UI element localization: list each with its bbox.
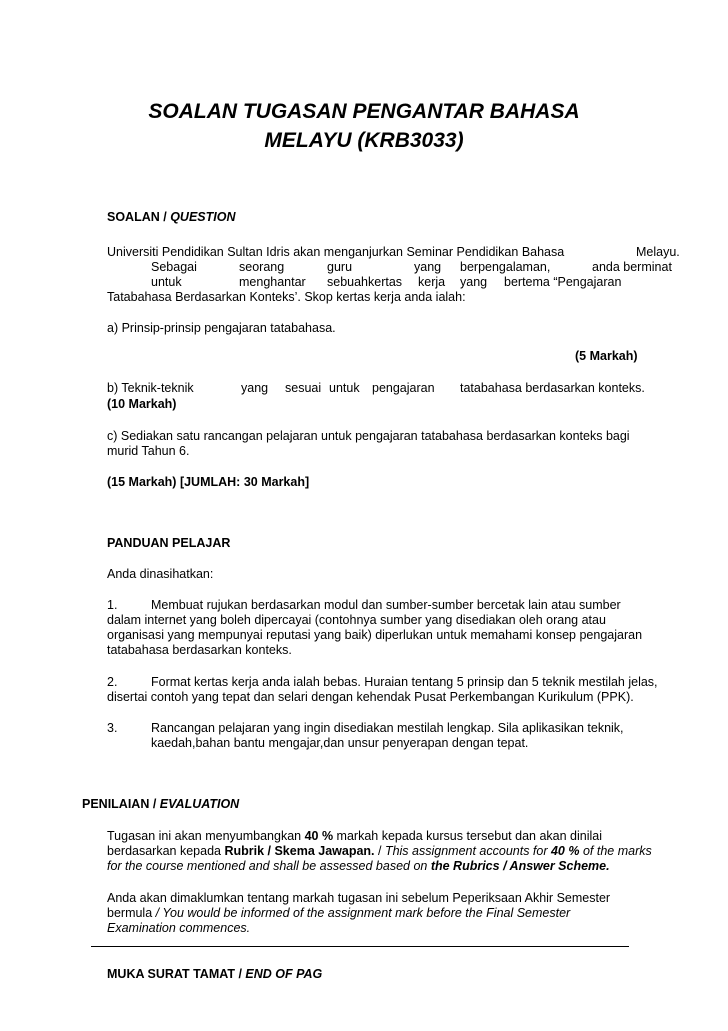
intro-line-1: Universiti Pendidikan Sultan Idris akan menganjurkan Seminar Pendidikan Bahasa [107,245,565,259]
guide-heading: PANDUAN PELAJAR [107,536,231,550]
intro-line-3-word: kerja [418,275,446,289]
intro-line-4: Tatabahasa Berdasarkan Konteks’. Skop kertas kerja anda ialah: [107,290,466,304]
rubric-text: the Rubrics / Answer Scheme. [430,859,610,873]
evaluation-p1-line-3 [107,856,610,876]
guide-advice: Anda dinasihatkan: [107,567,214,581]
question-heading-bold: SOALAN / [107,210,171,224]
evaluation-heading-italic: EVALUATION [159,797,240,811]
title-line-2: MELAYU (KRB3033) [264,129,464,152]
guide-item-3-line-2: kaedah,bahan bantu mengajar,dan unsur penyerapan dengan tepat. [151,736,529,750]
title-line-1: SOALAN TUGASAN PENGANTAR BAHASA [148,100,580,123]
guide-item-2-line-1: Format kertas kerja anda ialah bebas. Huraian tentang 5 prinsip dan 5 teknik mestilah jelas, [151,675,658,689]
text-segment: berdasarkan kepada [107,844,225,858]
evaluation-p2-line-1: Anda akan dimaklumkan tentang markah tugasan ini sebelum Peperiksaan Akhir Semester [107,891,611,905]
total-marks: (15 Markah) [JUMLAH: 30 Markah] [107,475,310,489]
intro-line-2-word: anda berminat [592,260,672,274]
guide-item-1-line-3: organisasi yang mempunyai reputasi yang baik) diperlukan untuk memahami konsep pengajaran [107,628,643,642]
question-heading [107,207,236,227]
text-segment: This assignment accounts for [384,844,551,858]
question-heading-italic: QUESTION [170,210,236,224]
intro-line-1-end: Melayu. [636,245,680,259]
text-segment: / [374,844,385,858]
guide-item-1-num: 1. [107,598,118,612]
intro-line-2-word: Sebagai [151,260,197,274]
text-segment: / You would be informed of the assignment mark before the Final Semester [155,906,571,920]
part-b-word: tatabahasa berdasarkan konteks. [460,381,645,395]
intro-line-3-word: bertema “Pengajaran [504,275,622,289]
evaluation-heading-bold: PENILAIAN / [82,797,160,811]
footer-italic: END OF PAG [245,967,323,981]
text-segment: Tugasan ini akan menyumbangkan [107,829,305,843]
rubric-text: Rubrik / Skema Jawapan. [224,844,375,858]
intro-line-3-word: untuk [151,275,182,289]
intro-line-3-word: sebuahkertas [327,275,403,289]
intro-line-3-word: yang [460,275,488,289]
text-segment: markah kepada kursus tersebut dan akan dinilai [333,829,602,843]
part-b-word: untuk [329,381,360,395]
guide-item-1-line-1: Membuat rujukan berdasarkan modul dan sumber-sumber bercetak lain atau sumber [151,598,621,612]
part-b-word: pengajaran [372,381,435,395]
part-b-marks: (10 Markah) [107,397,177,411]
part-b-word: sesuai [285,381,322,395]
part-a-marks: (5 Markah) [575,349,638,363]
guide-item-2-num: 2. [107,675,118,689]
intro-line-2-word: berpengalaman, [460,260,551,274]
part-a: a) Prinsip-prinsip pengajaran tatabahasa. [107,321,336,335]
part-c-line-1: c) Sediakan satu rancangan pelajaran untuk pengajaran tatabahasa berdasarkan konteks bagi [107,429,630,443]
part-b-word: yang [241,381,269,395]
divider [91,946,629,947]
evaluation-heading [82,794,239,814]
guide-item-2-line-2: disertai contoh yang tepat dan selari dengan kehendak Pusat Perkembangan Kurikulum (PPK). [107,690,634,704]
part-c-line-2: murid Tahun 6. [107,444,190,458]
guide-item-3-num: 3. [107,721,118,735]
intro-line-2-word: yang [414,260,442,274]
text-segment: for the course mentioned and shall be assessed based on [107,859,431,873]
guide-item-1-line-4: tatabahasa berdasarkan konteks. [107,643,292,657]
intro-line-3-word: menghantar [239,275,306,289]
guide-item-1-line-2: dalam internet yang boleh dipercayai (contohnya sumber yang disediakan oleh orang atau [107,613,606,627]
footer-end-of-page [107,964,322,984]
part-b-word: b) Teknik-teknik [107,381,194,395]
text-segment: bermula [107,906,156,920]
percent-text: 40 % [550,844,580,858]
guide-item-3-line-1: Rancangan pelajaran yang ingin disediakan mestilah lengkap. Sila aplikasikan teknik, [151,721,624,735]
percent-text: 40 % [304,829,334,843]
intro-line-2-word: guru [327,260,353,274]
intro-line-2-word: seorang [239,260,285,274]
evaluation-p2-line-3: Examination commences. [107,921,251,935]
text-segment: of the marks [579,844,652,858]
footer-bold: MUKA SURAT TAMAT / [107,967,246,981]
